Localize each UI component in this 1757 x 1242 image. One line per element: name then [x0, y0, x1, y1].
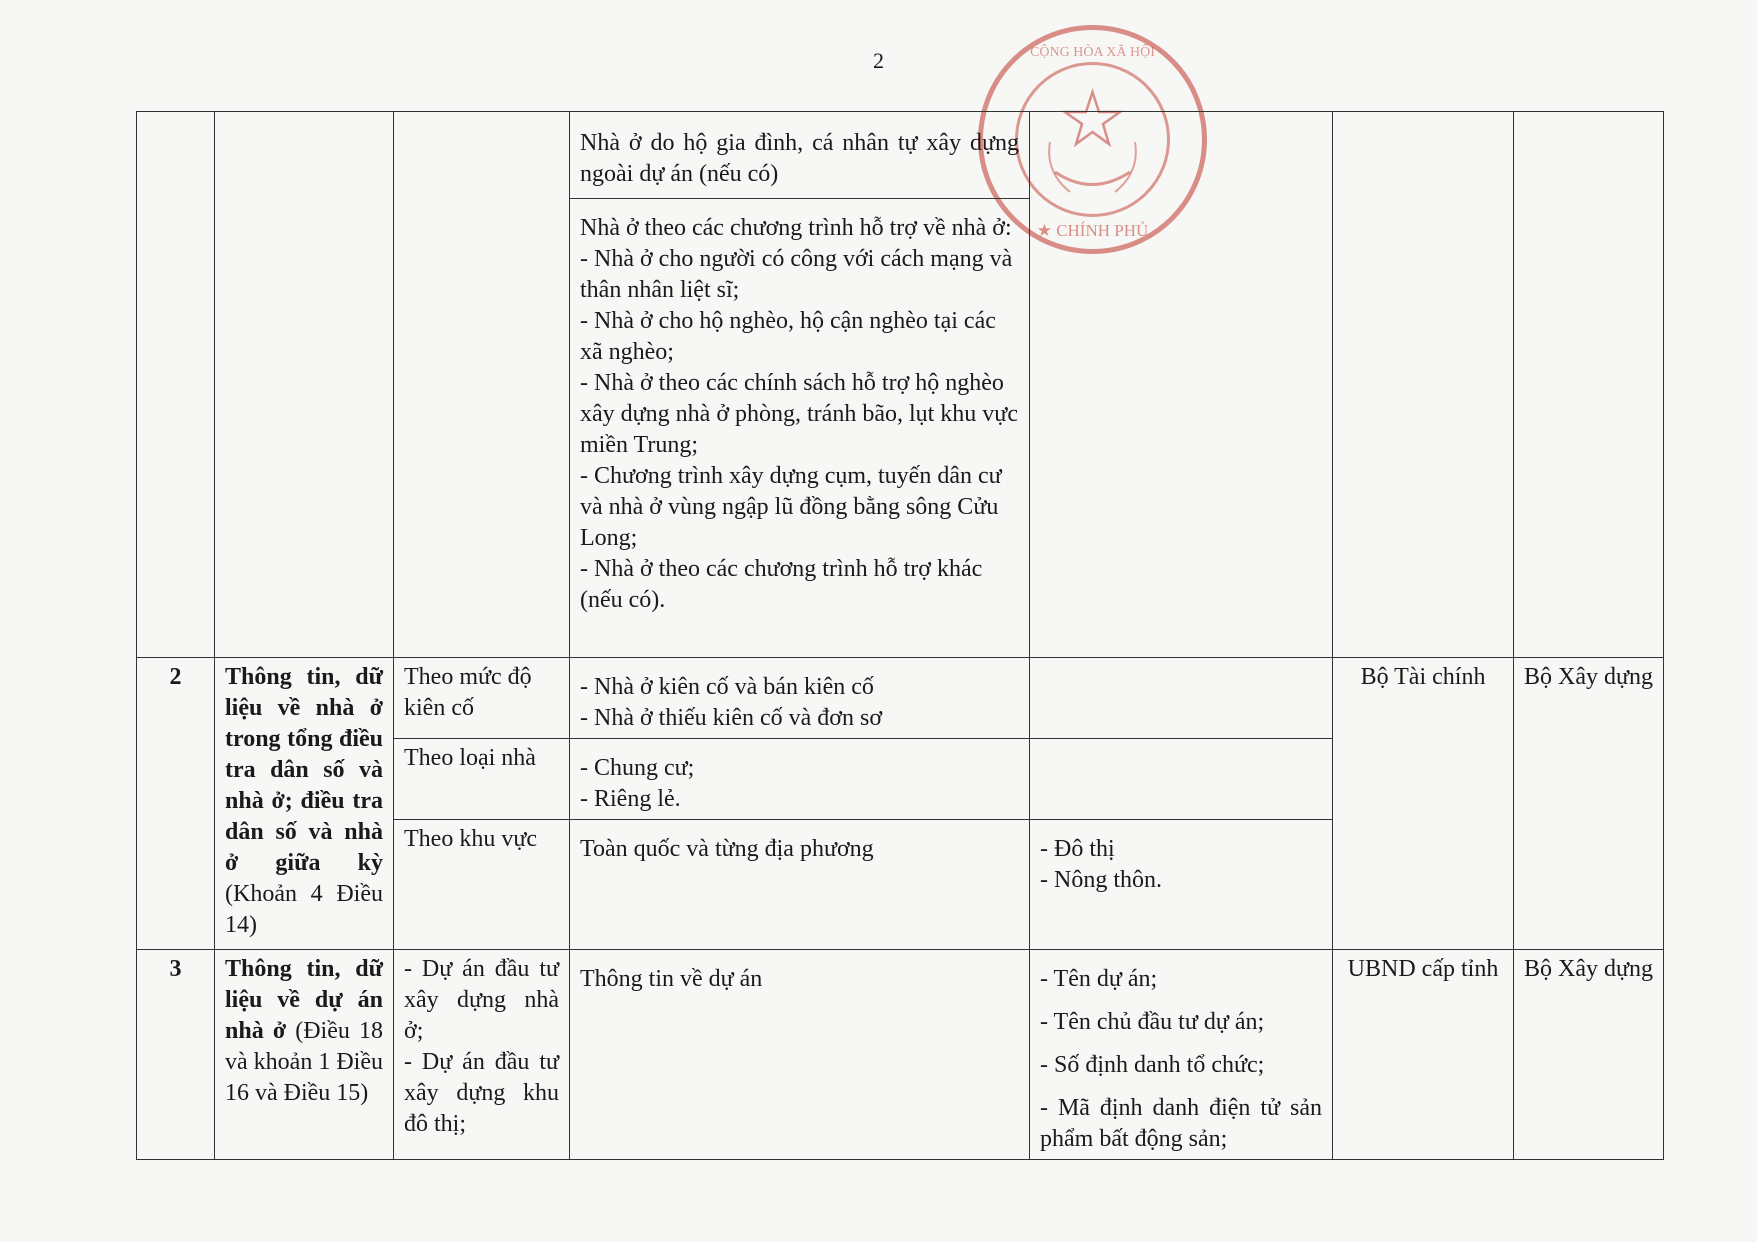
detail-line: - Tên chủ đầu tư dự án; — [1040, 1009, 1265, 1035]
detail-cell-empty — [1030, 658, 1333, 739]
table-row — [137, 658, 1664, 739]
detail-line: - Mã định danh điện tử sản phẩm bất động sản; — [1040, 1095, 1322, 1152]
content-line: - Nhà ở theo các chính sách hỗ trợ hộ nghèo xây dựng nhà ở phòng, tránh bão, lụt khu vực miền Trung; — [580, 370, 1018, 458]
content-cell: Toàn quốc và từng địa phương — [570, 820, 1030, 950]
title-cell — [215, 950, 394, 1160]
receiver-cell-empty — [1514, 112, 1664, 658]
detail-line: - Nông thôn. — [1040, 867, 1162, 893]
criterion-cell: Theo mức độ kiên cố — [394, 658, 570, 739]
title-cell — [215, 658, 394, 950]
content-cell — [570, 199, 1030, 658]
title-ref: (Điều 18 và khoản 1 Điều 16 và Điều 15) — [225, 1018, 383, 1106]
receiver-cell: Bộ Xây dựng — [1514, 658, 1664, 950]
criterion-cell: Theo khu vực — [394, 820, 570, 950]
detail-cell — [1030, 820, 1333, 950]
stt-cell: 2 — [137, 658, 215, 950]
detail-line: - Số định danh tổ chức; — [1040, 1052, 1265, 1078]
content-line: - Nhà ở cho hộ nghèo, hộ cận nghèo tại các xã nghèo; — [580, 308, 996, 365]
title-cell-empty — [215, 112, 394, 658]
title-ref: (Khoản 4 Điều 14) — [225, 881, 383, 938]
receiver-cell: Bộ Xây dựng — [1514, 950, 1664, 1160]
detail-cell-empty — [1030, 739, 1333, 820]
detail-line: - Đô thị — [1040, 836, 1115, 862]
provider-cell-empty — [1333, 112, 1514, 658]
content-cell: Thông tin về dự án — [570, 950, 1030, 1160]
content-line: - Chung cư; — [580, 755, 695, 781]
content-line: - Nhà ở kiên cố và bán kiên cố — [580, 674, 874, 700]
content-line: - Nhà ở theo các chương trình hỗ trợ khác (nếu có). — [580, 556, 983, 613]
title-text: Thông tin, dữ liệu về dự án nhà ở — [225, 956, 383, 1044]
content-line: - Riêng lẻ. — [580, 786, 681, 812]
svg-text:CỘNG HÒA XÃ HỘI: CỘNG HÒA XÃ HỘI — [1030, 45, 1155, 60]
table-row — [137, 950, 1664, 1160]
content-line: - Nhà ở thiếu kiên cố và đơn sơ — [580, 705, 883, 731]
criterion-line: - Dự án đầu tư xây dựng nhà ở; — [404, 956, 559, 1044]
content-line: Nhà ở theo các chương trình hỗ trợ về nhà ở: — [580, 215, 1012, 241]
content-cell — [570, 739, 1030, 820]
data-table — [136, 111, 1664, 1160]
stt-cell: 3 — [137, 950, 215, 1160]
provider-cell: UBND cấp tỉnh — [1333, 950, 1514, 1160]
content-text: Nhà ở do hộ gia đình, cá nhân tự xây dựng ngoài dự án (nếu có) — [580, 130, 1019, 187]
title-text: Thông tin, dữ liệu về nhà ở trong tổng điều tra dân số và nhà ở; điều tra dân số và nhà ở giữa kỳ — [225, 664, 383, 876]
criterion-cell — [394, 950, 570, 1160]
page-number: 2 — [873, 48, 884, 73]
provider-cell: Bộ Tài chính — [1333, 658, 1514, 950]
content-line: - Chương trình xây dựng cụm, tuyến dân cư và nhà ở vùng ngập lũ đồng bằng sông Cửu Long; — [580, 463, 1002, 551]
content-line: - Nhà ở cho người có công với cách mạng và thân nhân liệt sĩ; — [580, 246, 1013, 303]
content-cell — [570, 658, 1030, 739]
criterion-cell-empty — [394, 112, 570, 658]
table-row-continuation — [137, 112, 1664, 199]
detail-cell — [1030, 950, 1333, 1160]
content-cell — [570, 112, 1030, 199]
criterion-cell: Theo loại nhà — [394, 739, 570, 820]
svg-text:★ CHÍNH PHỦ: ★ CHÍNH PHỦ — [1036, 221, 1149, 240]
detail-line: - Tên dự án; — [1040, 966, 1158, 992]
criterion-line: - Dự án đầu tư xây dựng khu đô thị; — [404, 1049, 559, 1137]
stt-cell-empty — [137, 112, 215, 658]
detail-cell-empty — [1030, 112, 1333, 658]
